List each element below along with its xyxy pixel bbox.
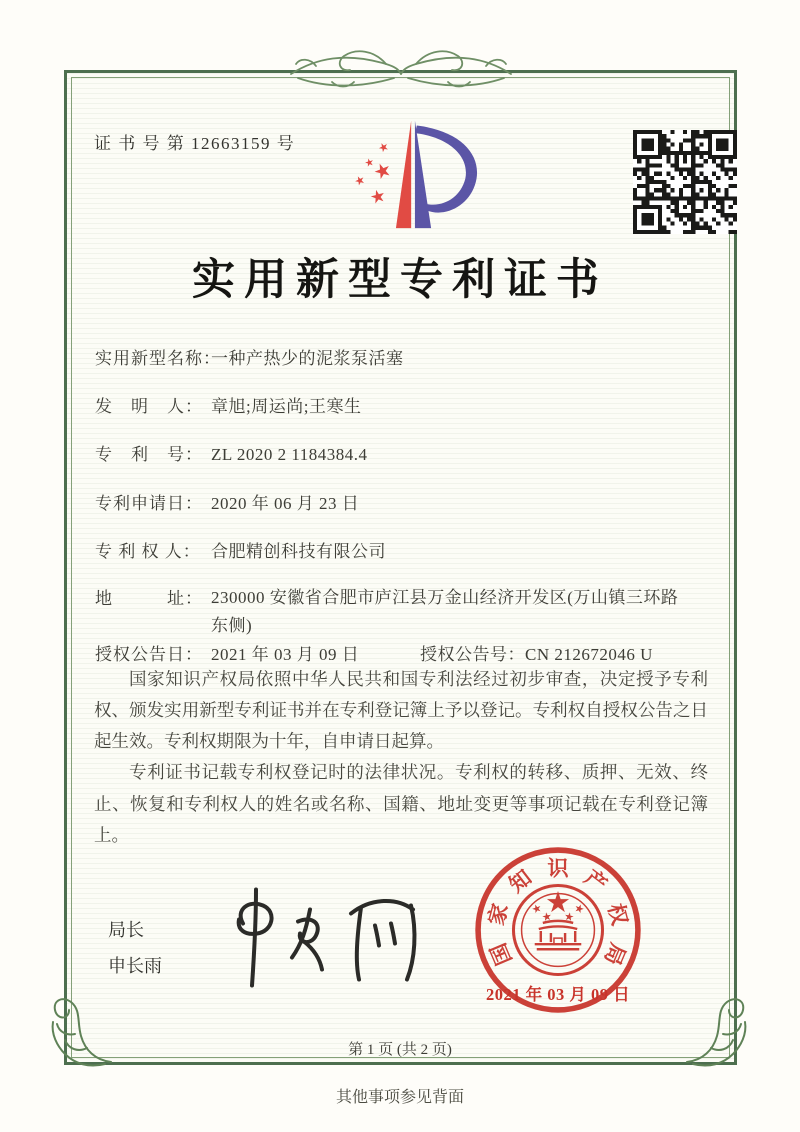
field-label: 实用新型名称： xyxy=(95,349,221,368)
top-flourish-icon xyxy=(286,44,516,99)
field-row-patent-no xyxy=(95,440,368,465)
svg-text:国: 国 xyxy=(486,939,517,969)
svg-text:权: 权 xyxy=(603,901,632,928)
director-title: 局长 xyxy=(108,920,144,940)
legal-text xyxy=(94,664,708,851)
field-row-inventor xyxy=(95,392,361,417)
svg-text:知: 知 xyxy=(504,865,537,898)
field-row-patentee xyxy=(95,537,386,562)
field-label: 专利申请日： xyxy=(95,494,203,513)
legal-paragraph: 专利证书记载专利权登记时的法律状况。专利权的转移、质押、无效、终止、恢复和专利权人的姓名或名称、国籍、地址变更等事项记载在专利登记簿上。 xyxy=(94,762,708,845)
field-row-name xyxy=(95,344,404,369)
page-number: 第 1 页 (共 2 页) xyxy=(348,1042,452,1058)
field-value: 2020 年 06 月 23 日 xyxy=(211,494,360,513)
field-value: 合肥精创科技有限公司 xyxy=(211,542,386,561)
director-signature-icon xyxy=(215,880,430,995)
cnipa-logo-icon xyxy=(338,112,490,236)
field-value: 2021 年 03 月 09 日 xyxy=(211,645,360,664)
seal-date: 2021 年 03 月 09 日 xyxy=(485,985,631,1004)
legal-paragraph: 国家知识产权局依照中华人民共和国专利法经过初步审查，决定授予专利权、颁发实用新型专利证书并在专利登记簿上予以登记。专利权自授权公告之日起生效。专利权期限为十年，自申请日起算。 xyxy=(94,669,708,752)
field-row-filing-date xyxy=(95,489,359,514)
back-note: 其他事项参见背面 xyxy=(335,1089,464,1106)
field-label: 发 明 人： xyxy=(95,397,203,416)
field-row-address xyxy=(95,584,691,639)
field-label: 专 利 权 人： xyxy=(95,542,201,561)
field-value: ZL 2020 2 1184384.4 xyxy=(211,445,368,464)
svg-text:产: 产 xyxy=(579,865,612,898)
certificate-title: 实用新型专利证书 xyxy=(192,257,608,304)
field-value: 章旭;周运尚;王寒生 xyxy=(211,397,362,416)
qr-code xyxy=(633,130,737,234)
field-label: 授权公告号： xyxy=(420,645,525,664)
field-pair-grant-no xyxy=(420,640,653,665)
field-label: 地 址： xyxy=(95,589,203,608)
field-label: 专 利 号： xyxy=(95,445,203,464)
field-label: 授权公告日： xyxy=(95,645,203,664)
field-row-grant xyxy=(95,640,653,665)
national-emblem-icon xyxy=(513,885,602,974)
certificate-number: 证 书 号 第 12663159 号 xyxy=(94,134,296,153)
field-value: 一种产热少的泥浆泵活塞 xyxy=(211,349,404,368)
svg-text:家: 家 xyxy=(484,901,513,928)
field-value: 230000 安徽省合肥市庐江县万金山经济开发区(万山镇三环路东侧) xyxy=(211,588,679,635)
field-value: CN 212672046 U xyxy=(525,645,653,664)
director-name: 申长雨 xyxy=(108,956,162,976)
svg-text:局: 局 xyxy=(599,939,630,969)
svg-text:识: 识 xyxy=(547,856,569,881)
